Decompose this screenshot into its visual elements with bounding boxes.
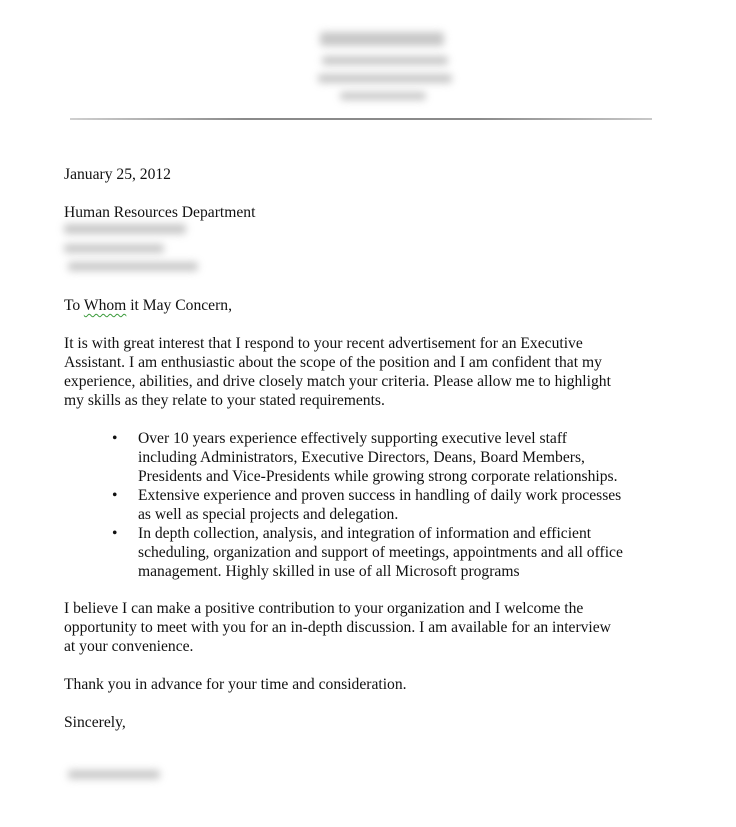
paragraph-line: Assistant. I am enthusiastic about the scope of the position and I am confident that my	[64, 354, 602, 371]
list-item-line: Presidents and Vice-Presidents while growing strong corporate relationships.	[138, 468, 618, 485]
qualifications-list	[108, 429, 668, 581]
spellcheck-flagged-word: Whom	[83, 297, 127, 314]
paragraph-line: opportunity to meet with you for an in-depth discussion. I am available for an interview	[64, 619, 611, 636]
paragraph-line: at your convenience.	[64, 638, 194, 655]
list-item-line: Over 10 years experience effectively supporting executive level staff	[138, 430, 567, 447]
redacted-recipient-address	[64, 222, 204, 274]
recipient-department: Human Resources Department	[64, 204, 256, 221]
list-item	[108, 486, 668, 524]
bullet-icon: •	[112, 430, 118, 447]
salutation-prefix: To	[64, 297, 84, 314]
bullet-icon: •	[112, 487, 118, 504]
list-item	[108, 429, 668, 486]
list-item-line: scheduling, organization and support of meetings, appointments and all office	[138, 544, 623, 561]
thanks-line: Thank you in advance for your time and consideration.	[64, 676, 407, 693]
sign-off: Sincerely,	[64, 714, 126, 731]
closing-paragraph	[64, 599, 664, 656]
list-item-line: In depth collection, analysis, and integration of information and efficient	[138, 525, 592, 542]
paragraph-line: I believe I can make a positive contribution to your organization and I welcome the	[64, 600, 584, 617]
redacted-letterhead	[300, 30, 470, 110]
bullet-icon: •	[112, 525, 118, 542]
paragraph-line: my skills as they relate to your stated requirements.	[64, 392, 385, 409]
salutation	[64, 296, 232, 315]
list-item-line: including Administrators, Executive Directors, Deans, Board Members,	[138, 449, 585, 466]
paragraph-line: experience, abilities, and drive closely match your criteria. Please allow me to highlight	[64, 373, 611, 390]
list-item-line: management. Highly skilled in use of all Microsoft programs	[138, 563, 520, 580]
letter-date: January 25, 2012	[64, 166, 171, 183]
redacted-signature-name	[64, 766, 164, 784]
list-item	[108, 524, 668, 581]
intro-paragraph	[64, 334, 664, 410]
paragraph-line: It is with great interest that I respond to your recent advertisement for an Executive	[64, 335, 583, 352]
list-item-line: Extensive experience and proven success in handling of daily work processes	[138, 487, 622, 504]
list-item-line: as well as special projects and delegation.	[138, 506, 399, 523]
letterhead-divider	[70, 118, 652, 120]
salutation-suffix: it May Concern,	[126, 297, 232, 314]
